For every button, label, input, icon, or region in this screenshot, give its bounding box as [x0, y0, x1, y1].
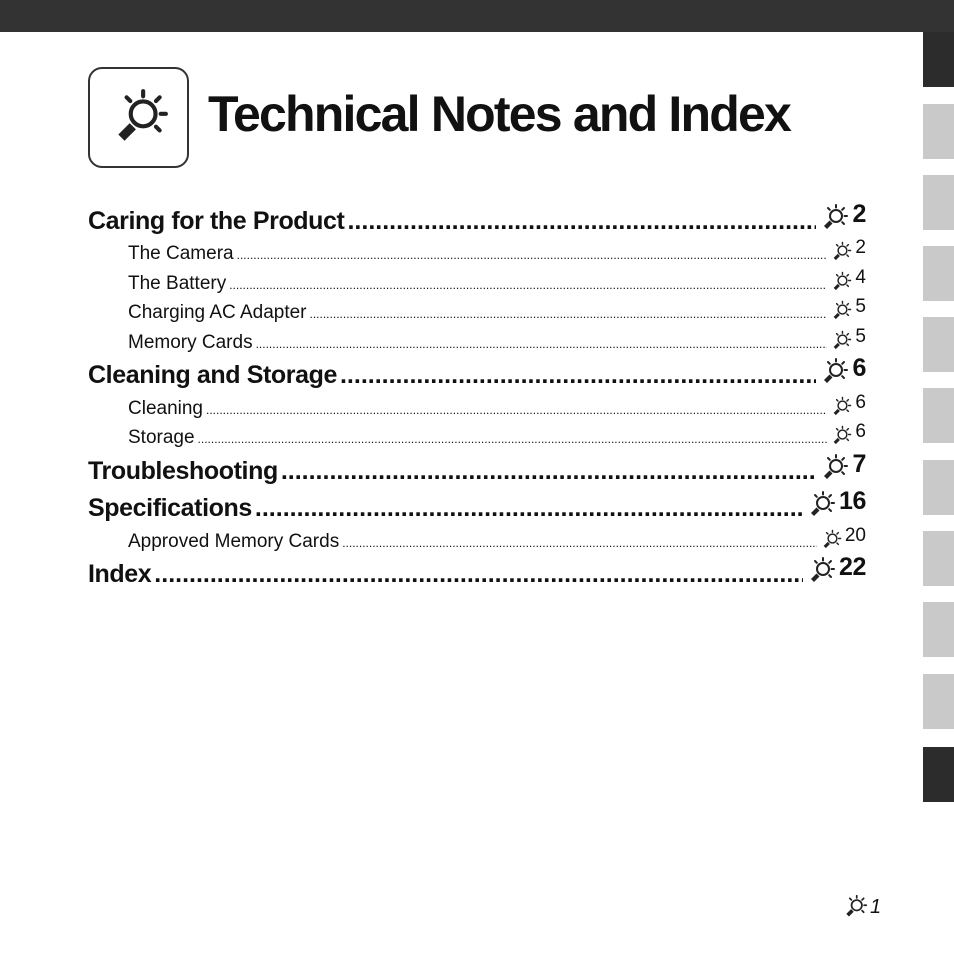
side-tab[interactable]: [923, 460, 954, 515]
toc-page-number: 4: [855, 267, 866, 288]
toc-page-ref: [806, 483, 866, 519]
toc-page-number: 6: [855, 392, 866, 413]
toc-page-number: 5: [855, 326, 866, 347]
toc-label: Storage: [128, 427, 195, 448]
toc-page-ref: [830, 234, 866, 262]
toc-label: The Camera: [128, 243, 234, 264]
chapter-icon: [88, 67, 189, 168]
toc-label: Memory Cards: [128, 332, 253, 353]
lightbulb-icon: [819, 203, 849, 233]
toc-subsection-link[interactable]: [88, 234, 866, 262]
toc-label: Index: [88, 560, 152, 588]
toc-subsection-link[interactable]: [88, 293, 866, 321]
toc-page-number: 2: [855, 237, 866, 258]
toc-page-number: 20: [844, 525, 866, 546]
toc-label: Cleaning and Storage: [88, 361, 337, 389]
toc-subsection-link[interactable]: [88, 418, 866, 446]
toc-page-ref: [820, 522, 866, 550]
toc-subsection-link[interactable]: [88, 323, 866, 351]
side-tab[interactable]: [923, 602, 954, 657]
toc-subsection-link[interactable]: [88, 522, 866, 550]
toc-page-number: 6: [852, 354, 866, 382]
toc-page-ref: [819, 196, 866, 232]
dot-leader: [255, 490, 803, 526]
toc-label: Specifications: [88, 494, 252, 522]
lightbulb-icon: [806, 556, 836, 586]
lightbulb-icon: [819, 357, 849, 387]
toc-section-link[interactable]: [88, 196, 866, 235]
side-tab-active[interactable]: [923, 747, 954, 802]
page-number: 1: [870, 895, 882, 918]
toc-label: Charging AC Adapter: [128, 302, 307, 323]
toc-page-ref: [806, 549, 866, 585]
toc-page-ref: [830, 264, 866, 292]
toc-page-ref: [830, 293, 866, 321]
side-tab[interactable]: [923, 317, 954, 372]
toc-page-number: 16: [838, 487, 866, 515]
toc-section-link[interactable]: [88, 446, 866, 485]
toc-label: Troubleshooting: [88, 457, 278, 485]
toc-page-number: 2: [852, 200, 866, 228]
lightbulb-icon: [108, 87, 170, 149]
toc-section-link[interactable]: [88, 549, 866, 588]
lightbulb-icon: [830, 425, 852, 447]
toc-page-ref: [830, 389, 866, 417]
toc-section-link[interactable]: [88, 350, 866, 389]
side-tab[interactable]: [923, 104, 954, 159]
lightbulb-icon: [830, 271, 852, 293]
lightbulb-icon: [820, 529, 842, 551]
dot-leader: [154, 556, 803, 592]
chapter-side-tabs: [923, 32, 954, 812]
side-tab[interactable]: [923, 388, 954, 443]
toc-page-number: 6: [855, 421, 866, 442]
lightbulb-icon: [819, 453, 849, 483]
lightbulb-icon: [806, 490, 836, 520]
toc-page-number: 5: [855, 296, 866, 317]
chapter-title: Technical Notes and Index: [208, 86, 791, 142]
toc-label: Cleaning: [128, 398, 203, 419]
toc-page-ref: [830, 418, 866, 446]
toc-page-ref: [830, 323, 866, 351]
lightbulb-icon: [830, 330, 852, 352]
dot-leader: [340, 357, 817, 393]
lightbulb-icon: [842, 894, 868, 920]
lightbulb-icon: [830, 300, 852, 322]
toc-subsection-link[interactable]: [88, 264, 866, 292]
toc-label: Approved Memory Cards: [128, 531, 340, 552]
toc-page-number: 22: [838, 553, 866, 581]
top-bar: [0, 0, 954, 32]
side-tab[interactable]: [923, 32, 954, 87]
toc-section-link[interactable]: [88, 483, 866, 522]
toc-page-number: 7: [852, 450, 866, 478]
toc-label: Caring for the Product: [88, 207, 345, 235]
toc-subsection-link[interactable]: [88, 389, 866, 417]
side-tab[interactable]: [923, 175, 954, 230]
lightbulb-icon: [830, 396, 852, 418]
side-tab[interactable]: [923, 246, 954, 301]
toc-page-ref: [819, 446, 866, 482]
toc-label: The Battery: [128, 273, 227, 294]
side-tab[interactable]: [923, 674, 954, 729]
page-footer: [842, 894, 881, 920]
toc-page-ref: [819, 350, 866, 386]
side-tab[interactable]: [923, 531, 954, 586]
lightbulb-icon: [830, 241, 852, 263]
